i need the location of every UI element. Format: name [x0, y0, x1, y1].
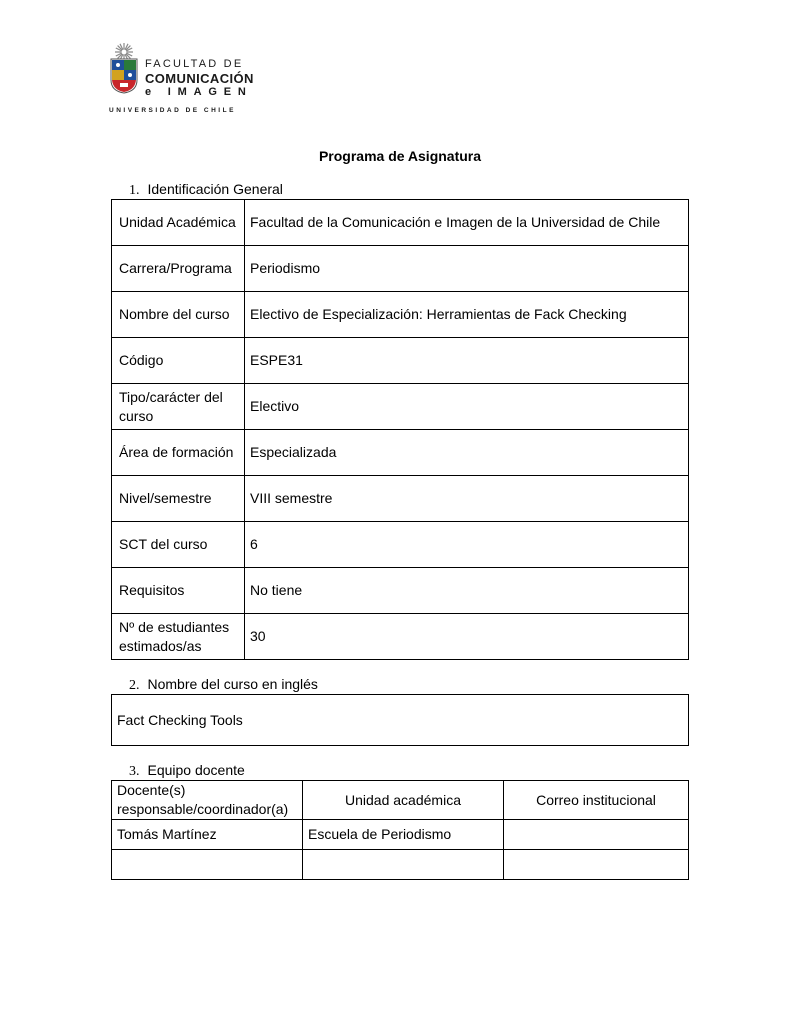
- section-3-number: 3.: [129, 764, 140, 779]
- row-key: Código: [112, 338, 245, 384]
- table-row: [112, 614, 689, 660]
- table-row: [112, 476, 689, 522]
- unit-cell: Escuela de Periodismo: [303, 820, 504, 850]
- logo-line-2: COMUNICACIÓN: [145, 71, 254, 86]
- row-value: 6: [245, 522, 689, 568]
- section-3-heading: [129, 762, 245, 780]
- shield-icon: [110, 58, 138, 94]
- section-1-number: 1.: [129, 183, 140, 198]
- table-row: [112, 850, 689, 880]
- row-value: Facultad de la Comunicación e Imagen de la Universidad de Chile: [245, 200, 689, 246]
- row-key: Nivel/semestre: [112, 476, 245, 522]
- row-value: ESPE31: [245, 338, 689, 384]
- table-row: [112, 338, 689, 384]
- column-header-teacher: Docente(s) responsable/coordinador(a): [112, 781, 303, 820]
- teaching-team-table: [111, 780, 689, 880]
- table-row: [112, 568, 689, 614]
- teacher-cell: [112, 850, 303, 880]
- table-row: [112, 522, 689, 568]
- row-key: Unidad Académica: [112, 200, 245, 246]
- section-2-title: Nombre del curso en inglés: [147, 676, 318, 692]
- table-row: [112, 246, 689, 292]
- email-cell: [504, 820, 689, 850]
- table-row: [112, 384, 689, 430]
- column-header-email: Correo institucional: [504, 781, 689, 820]
- table-row: [112, 820, 689, 850]
- section-1-title: Identificación General: [147, 181, 283, 197]
- row-value: No tiene: [245, 568, 689, 614]
- row-value: VIII semestre: [245, 476, 689, 522]
- table-row: [112, 430, 689, 476]
- unit-cell: [303, 850, 504, 880]
- row-key: Nombre del curso: [112, 292, 245, 338]
- table-row: [112, 292, 689, 338]
- logo-line-1: FACULTAD DE: [145, 58, 244, 70]
- english-name-table: [111, 694, 689, 746]
- row-value: Electivo de Especialización: Herramientas de Fack Checking: [245, 292, 689, 338]
- section-1-heading: [129, 181, 283, 199]
- row-key: Área de formación: [112, 430, 245, 476]
- section-2-number: 2.: [129, 678, 140, 693]
- row-value: Periodismo: [245, 246, 689, 292]
- document-title: Programa de Asignatura: [318, 148, 482, 164]
- general-identification-table: [111, 199, 689, 660]
- table-row: [112, 200, 689, 246]
- row-value: Especializada: [245, 430, 689, 476]
- logo-university: UNIVERSIDAD DE CHILE: [109, 107, 236, 114]
- column-header-unit: Unidad académica: [303, 781, 504, 820]
- teacher-cell: Tomás Martínez: [112, 820, 303, 850]
- email-cell: [504, 850, 689, 880]
- row-key: SCT del curso: [112, 522, 245, 568]
- table-row: [112, 695, 689, 746]
- row-key: Requisitos: [112, 568, 245, 614]
- row-key: Nº de estudiantes estimados/as: [112, 614, 245, 660]
- logo-line-3: e IMAGEN: [145, 86, 253, 98]
- english-course-name: Fact Checking Tools: [112, 695, 689, 746]
- table-header-row: [112, 781, 689, 820]
- row-value: Electivo: [245, 384, 689, 430]
- faculty-logo: [108, 42, 258, 118]
- row-value: 30: [245, 614, 689, 660]
- row-key: Tipo/carácter del curso: [112, 384, 245, 430]
- row-key: Carrera/Programa: [112, 246, 245, 292]
- section-3-title: Equipo docente: [147, 762, 245, 778]
- section-2-heading: [129, 676, 318, 694]
